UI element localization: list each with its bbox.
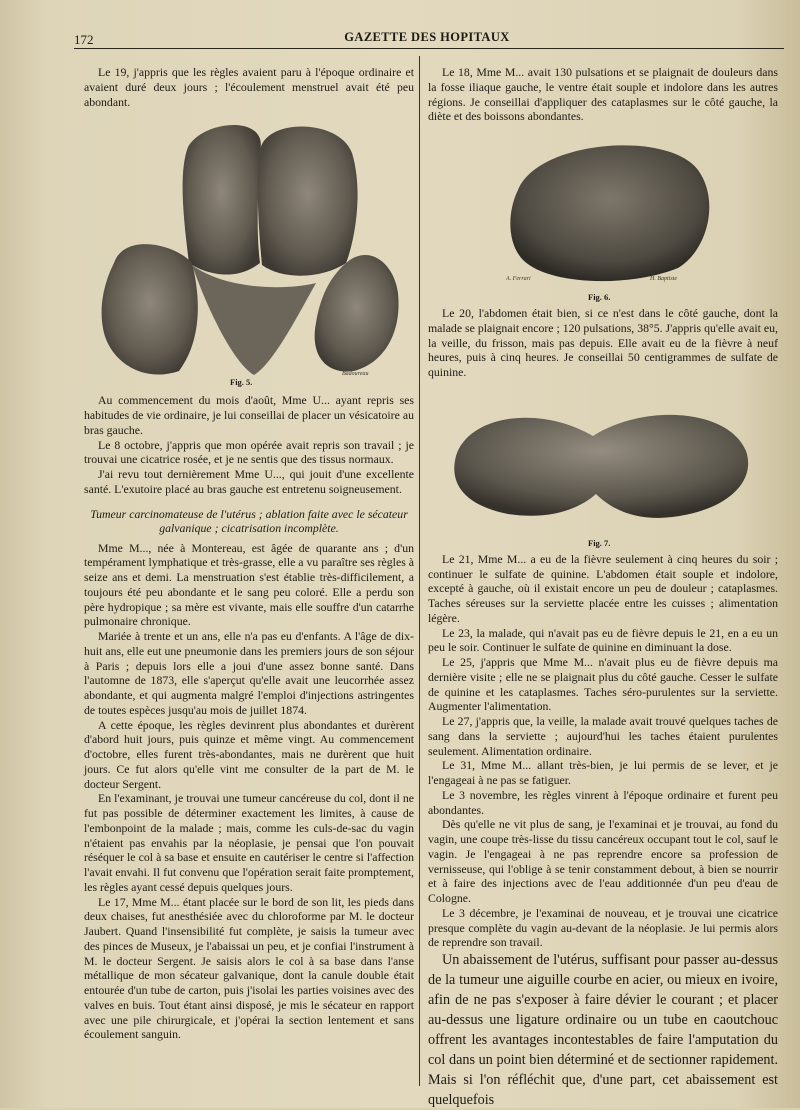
paragraph: Le 20, l'abdomen était bien, si ce n'est dans le côté gauche, dont la malade se plaignait encore ; 120 pulsations, 38°5. J'appris qu'elle avait eu, la veille, du frisson, mais pas depuis. Elle avait eu de la fièvre à neuf heures, puis à cinq heures. Je conseillai 50 centigrammes de sulfate de quinine. [428, 306, 778, 379]
paragraph: Le 23, la malade, qui n'avait pas eu de fièvre depuis le 21, en a eu un peu le soir. Continuer le sulfate de quinine en diminuant la dose. [428, 625, 778, 655]
running-header [74, 26, 780, 46]
figure-6-illustration [428, 130, 778, 290]
paragraph: En l'examinant, je trouvai une tumeur cancéreuse du col, dont il ne fut pas possible de déterminer exactement les limites, à cause de l'embonpoint de la malade ; mais, comme les culs-de-sac du vagin n'étaient pas envahis par la néoplasie, je pensai que l'on pouvait réséquer le col à sa base et ensuite en cautériser le centre si l'affection l'avait envahi. Il fut convenu que l'opération serait faite promptement, les règles ayant cessé depuis quelques jours. [84, 791, 414, 894]
right-column [428, 65, 778, 1110]
figure-5-illustration [84, 113, 414, 383]
column-divider [419, 56, 420, 1086]
paragraph: A cette époque, les règles devinrent plus abondantes et durèrent d'abord huit jours, puis quinze et même vingt. Au commencement d'octobre, elles furent très-abondantes, mais ne durèrent que huit jours. Ce fut alors qu'elle vint me consulter de la part de M. le docteur Sergent. [84, 717, 414, 791]
paragraph: Le 17, Mme M... étant placée sur le bord de son lit, les pieds dans deux chaises, fut anesthésiée avec du chloroforme par M. le docteur Jaubert. Quand l'insensibilité fut complète, je saisis la tumeur avec des pinces de Museux, je l'abaissai un peu, et je confiai l'instrument à M. le docteur Sergent. Je saisis alors le col à sa base dans l'anse métallique de mon sécateur galvanique, dont la canule double était entourée d'un tube de carton, puis j'isolai les parties voisines avec des valves en buis. Tout étant ainsi disposé, je mis le sécateur en rapport avec une pile chirurgicale, et j'opérai la section lentement et sans écoulement sanguin. [84, 894, 414, 1042]
section-title: Tumeur carcinomateuse de l'utérus ; ablation faite avec le sécateur galvanique ; cicatrisation incomplète. [90, 506, 408, 535]
paragraph: Le 25, j'appris que Mme M... n'avait plus eu de fièvre depuis ma dernière visite ; elle ne se plaignait plus du côté gauche. Cesser le sulfate de quinine et les cataplasmes. Taches séro-purulentes sur la serviette. Augmenter l'alimentation. [428, 655, 778, 714]
paragraph-large: Un abaissement de l'utérus, suffisant pour passer au-dessus de la tumeur une aiguille courbe en acier, ou mieux en ivoire, afin de ne pas s'exposer à faire dévier le courant ; et placer au-dessus une ligature ordinaire ou un tube en caoutchouc offrent les avantages incontestables de faire l'amputation du col dans un point bien déterminé et de sectionner rapidement. Mais si l'on réfléchit que, d'une part, cet abaissement est quelquefois [428, 952, 778, 1108]
figure-6 [428, 130, 778, 306]
paragraph: Dès qu'elle ne vit plus de sang, je l'examinai et je trouvai, au fond du vagin, une coupe très-lisse du tissu cancéreux occupant tout le col, sauf le vagin. Je l'engageai à ne pas reprendre encore sa profession de vernisseuse, qui l'oblige à se tenir constamment debout, à bien se nourrir et à faire des injections avec de l'eau additionnée d'un peu d'eau de Cologne. [428, 817, 778, 905]
paragraph: Le 8 octobre, j'appris que mon opérée avait repris son travail ; je trouvai une cicatrice rosée, et je ne sentis que des tissus normaux. [84, 437, 414, 467]
page-number: 172 [74, 32, 94, 47]
paragraph: Au commencement du mois d'août, Mme U... ayant repris ses habitudes de vie ordinaire, je lui conseillai de placer un vésicatoire au bras gauche. [84, 393, 414, 437]
paragraph: Le 21, Mme M... a eu de la fièvre seulement à cinq heures du soir ; continuer le sulfate de quinine. L'abdomen était souple et indolore, excepté à gauche, où il existait encore un peu de douleur ; cataplasmes. Taches séreuses sur la serviette placée entre les cuisses ; alimentation légère. [428, 551, 778, 625]
paragraph: Le 31, Mme M... allant très-bien, je lui permis de se lever, et je l'engageai à ne pas se fatiguer. [428, 758, 778, 787]
paragraph: Le 27, j'appris que, la veille, la malade avait trouvé quelques taches de sang dans la serviette ; aujourd'hui les taches étaient purulentes seulement. Alimentation ordinaire. [428, 714, 778, 758]
paragraph: Le 3 novembre, les règles vinrent à l'époque ordinaire et furent peu abondantes. [428, 787, 778, 817]
paragraph: Le 19, j'appris que les règles avaient paru à l'époque ordinaire et avaient duré deux jours ; l'écoulement menstruel avait été peu abondant. [84, 65, 414, 109]
figure-7 [428, 386, 778, 552]
figure-6-engraver-left: A. Ferrari [506, 276, 531, 282]
paragraph: Mariée à trente et un ans, elle n'a pas eu d'enfants. A l'âge de dix-huit ans, elle eut une pneumonie dans les premiers jours de son séjour à Paris ; depuis lors elle a joui d'une assez bonne santé. Dans l'automne de 1873, elle s'aperçut qu'elle avait une leucorrhée assez abondante, et qui augmenta malgré l'emploi d'injections astringentes de toutes espèces jusqu'au mois de juillet 1874. [84, 629, 414, 717]
figure-7-caption: Fig. 7. [588, 537, 611, 548]
figure-6-caption: Fig. 6. [588, 292, 611, 302]
left-column [84, 65, 414, 1042]
paragraph: J'ai revu tout dernièrement Mme U..., qui jouit d'une excellente santé. L'exutoire placé au bras gauche est entretenu soigneusement. [84, 467, 414, 496]
figure-5-caption: Fig. 5. [230, 377, 253, 388]
paragraph: Le 18, Mme M... avait 130 pulsations et se plaignait de douleurs dans la fosse iliaque gauche, le ventre était souple et indolore dans les autres régions. Je conseillai d'appliquer des cataplasmes sur le côté gauche, la diète et des boissons abondantes. [428, 65, 778, 124]
paragraph: Mme M..., née à Montereau, est âgée de quarante ans ; d'un tempérament lymphatique et très-grasse, elle a vu paraître ses règles à seize ans et demi. La menstruation s'est établie très-difficilement, a toujours été peu abondante et le sang peu coloré. Elle a perdu son père hydropique ; sa mère est vivante, mais elle souffre d'un catarrhe pulmonaire chronique. [84, 540, 414, 629]
figure-5-engraver: Badoureau [342, 371, 369, 378]
figure-7-illustration [428, 386, 778, 536]
figure-6-engraver-right: H. Baptiste [650, 276, 677, 282]
header-rule [74, 48, 784, 49]
figure-5 [84, 113, 414, 393]
paragraph: Le 3 décembre, je l'examinai de nouveau, et je trouvai une cicatrice presque complète du vagin au-devant de la néoplasie. Je lui permis alors de reprendre son travail. [428, 905, 778, 950]
journal-title: GAZETTE DES HOPITAUX [344, 30, 510, 44]
